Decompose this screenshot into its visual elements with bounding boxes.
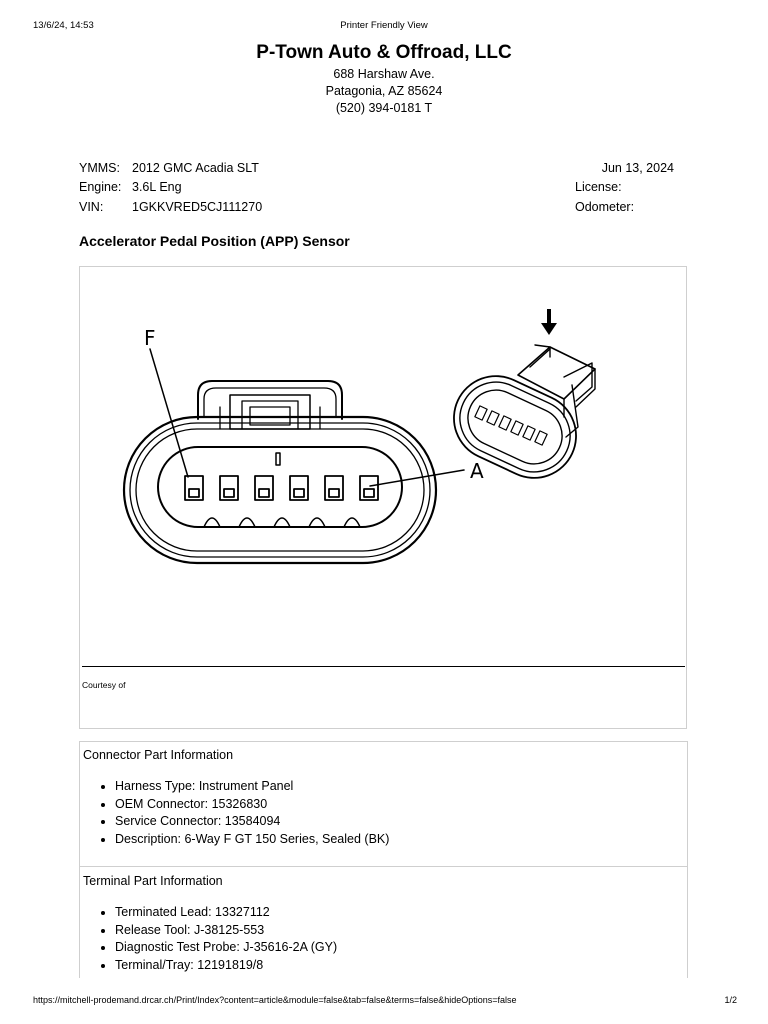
shop-address-line2: Patagonia, AZ 85624 (325, 84, 443, 98)
terminal-cavities (185, 476, 378, 500)
list-item: • Harness Type: Instrument Panel (115, 778, 389, 796)
connector-lower-bumps (204, 518, 360, 527)
vin-value: 1GKKVRED5CJ111270 (132, 200, 263, 214)
callout-label-a: A (470, 459, 484, 483)
ymms-label: YMMS: (79, 161, 120, 175)
terminal-info-list (80, 904, 337, 974)
connector-info-list (80, 778, 389, 848)
connector-info-section (79, 741, 688, 867)
engine-label: Engine: (79, 180, 122, 194)
list-item: • Diagnostic Test Probe: J-35616-2A (GY) (115, 939, 337, 957)
print-footer-url: https://mitchell-prodemand.drcar.ch/Print/Index?content=article&module=false&tab=false&terms=false&hideOptions=false (33, 995, 517, 1005)
list-item: • Service Connector: 13584094 (115, 813, 389, 831)
list-item: • Terminated Lead: 13327112 (115, 904, 337, 922)
shop-phone: (520) 394-0181 T (335, 101, 433, 115)
connector-latch-inner (204, 388, 336, 417)
terminal-info-heading: Terminal Part Information (83, 874, 223, 888)
connector-outer-shell (124, 417, 436, 563)
ymms-value: 2012 GMC Acadia SLT (132, 161, 259, 175)
article-title: Accelerator Pedal Position (APP) Sensor (79, 233, 350, 249)
connector-info-heading: Connector Part Information (83, 748, 234, 762)
terminal-info-section (79, 866, 688, 978)
vin-label: VIN: (79, 200, 104, 214)
shop-address-line1: 688 Harshaw Ave. (333, 67, 435, 81)
leader-line-f (150, 349, 188, 477)
report-date: Jun 13, 2024 (601, 161, 674, 175)
license-label: License: (575, 180, 622, 194)
callout-label-f: F (144, 326, 156, 350)
connector-diagram (80, 267, 686, 665)
list-item: • Release Tool: J-38125-553 (115, 922, 337, 940)
figure-caption-rule (82, 666, 685, 667)
figure-courtesy: Courtesy of (82, 680, 126, 690)
print-view-label: Printer Friendly View (340, 20, 428, 31)
odometer-label: Odometer: (575, 200, 635, 214)
shop-name: P-Town Auto & Offroad, LLC (256, 42, 512, 63)
list-item: • Description: 6-Way F GT 150 Series, Sealed (BK) (115, 831, 389, 849)
page-number: 1/2 (724, 995, 737, 1005)
connector-key-mark (276, 453, 280, 465)
engine-value: 3.6L Eng (132, 180, 182, 194)
print-datetime: 13/6/24, 14:53 (33, 20, 94, 31)
list-item: • Terminal/Tray: 12191819/8 (115, 957, 337, 975)
view-direction-arrow-icon (541, 309, 557, 335)
leader-line-a (370, 470, 464, 486)
connector-shell-ring2 (130, 423, 430, 557)
list-item: • OEM Connector: 15326830 (115, 796, 389, 814)
